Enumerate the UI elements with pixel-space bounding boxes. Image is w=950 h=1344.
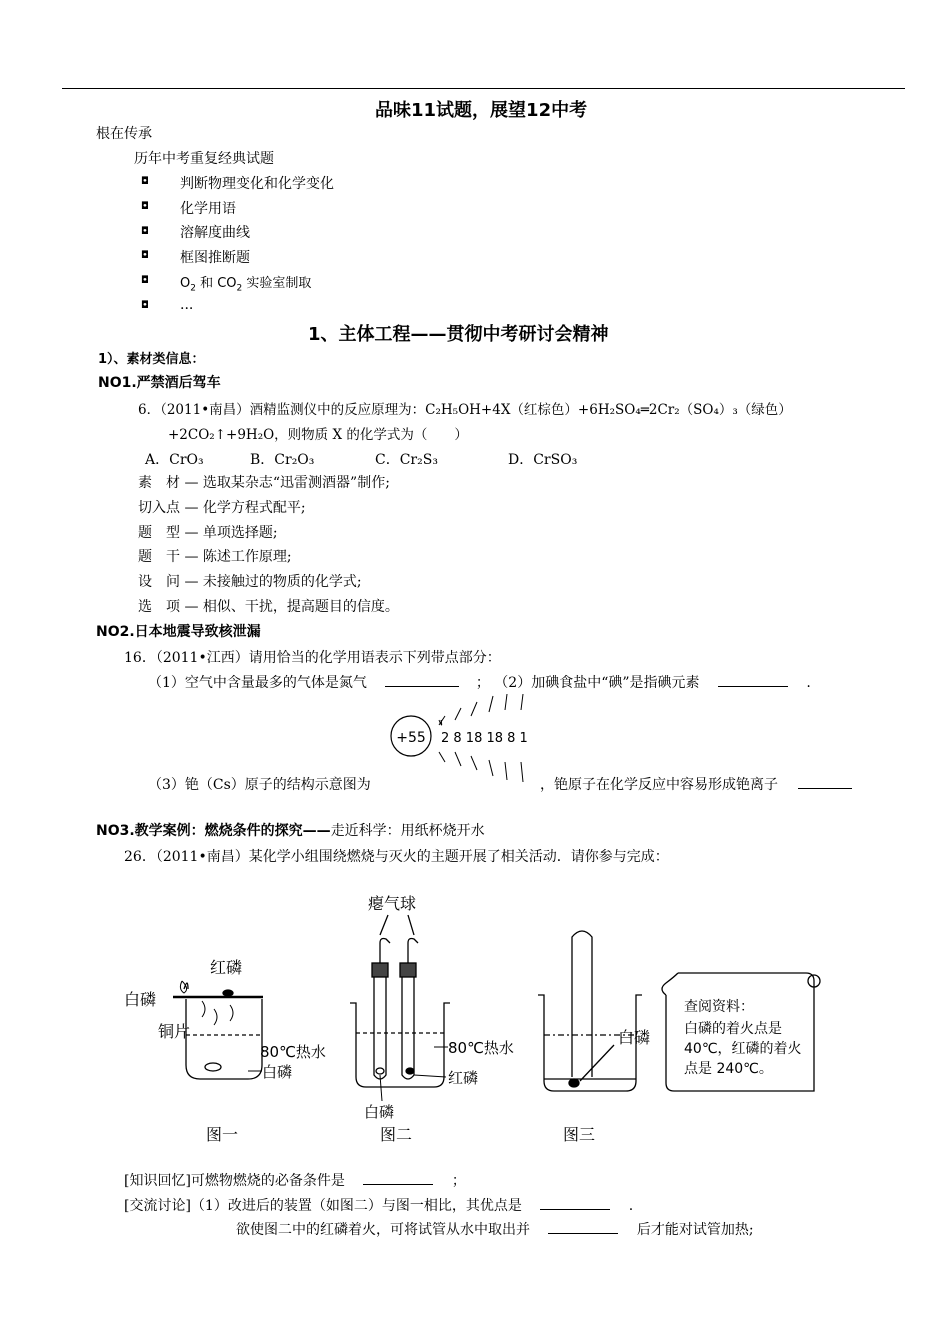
cs-atom-diagram xyxy=(385,690,545,790)
intro-heading: 根在传承 xyxy=(96,126,152,142)
bullet-icon: ◘ xyxy=(141,226,149,237)
fig1-caption: 图一 xyxy=(206,1125,239,1144)
bullet-icon: ◘ xyxy=(141,201,149,212)
reference-line2: 40℃，红磷的着火 xyxy=(684,1041,802,1057)
q6-line1: 6．（2011•南昌）酒精监测仪中的反应原理为：C₂H₅OH+4X（红棕色）+6H₂SO₄═2Cr₂（SO₄）₃（绿色） xyxy=(138,402,792,418)
option-d: D．CrSO₃ xyxy=(508,452,578,468)
figure-three xyxy=(538,931,642,1091)
reference-line3: 点是 240℃。 xyxy=(684,1061,773,1077)
answer-blank[interactable] xyxy=(385,674,459,687)
no3-heading: NO3.教学案例：燃烧条件的探究——走近科学：用纸杯烧开水 xyxy=(96,823,485,839)
fig1-hot-water-label: 80℃热水 xyxy=(260,1043,326,1061)
section-subtitle: 1）、素材类信息： xyxy=(98,352,205,367)
discussion-2: 欲使图二中的红磷着火，可将试管从水中取出并 后才能对试管加热; xyxy=(236,1222,754,1238)
fig1-white-phosphorus-bottom-label: 白磷 xyxy=(262,1063,293,1081)
option-b: B．Cr₂O₃ xyxy=(250,452,315,468)
combustion-experiment-figure xyxy=(118,885,838,1150)
note-line: 素 材 — 选取某杂志“迅雷测酒器”制作; xyxy=(138,475,390,491)
top-rule xyxy=(62,88,905,89)
answer-blank[interactable] xyxy=(798,776,852,789)
note-line: 设 问 — 未接触过的物质的化学式; xyxy=(138,574,362,590)
fig2-red-phosphorus-label: 红磷 xyxy=(448,1069,479,1087)
note-line: 题 型 — 单项选择题; xyxy=(138,525,278,541)
fig1-white-phosphorus-label: 白磷 xyxy=(124,990,157,1009)
page-title: 品味11试题，展望12中考 xyxy=(375,100,588,121)
fig2-white-phosphorus-label: 白磷 xyxy=(364,1103,395,1121)
reference-line1: 白磷的着火点是 xyxy=(684,1021,782,1037)
bullet-icon: ◘ xyxy=(141,275,149,286)
reference-title: 查阅资料： xyxy=(684,999,754,1015)
list-item: 框图推断题 xyxy=(180,250,250,266)
bullet-icon: ◘ xyxy=(141,176,149,187)
option-c: C．Cr₂S₃ xyxy=(375,452,438,468)
q26-line1: 26．（2011•南昌）某化学小组围绕燃烧与灭火的主题开展了相关活动．请你参与完成： xyxy=(124,849,669,865)
answer-blank[interactable] xyxy=(548,1221,618,1234)
answer-blank[interactable] xyxy=(540,1197,610,1210)
bullet-icon: ◘ xyxy=(141,250,149,261)
section-title: 1、主体工程——贯彻中考研讨会精神 xyxy=(308,324,609,345)
q16-part3-b: ，铯原子在化学反应中容易形成铯离子 xyxy=(540,774,852,794)
fig3-white-phosphorus-label: 白磷 xyxy=(618,1028,651,1047)
no1-heading: NO1.严禁酒后驾车 xyxy=(98,375,221,391)
fig2-hot-water-label: 80℃热水 xyxy=(448,1039,514,1057)
fig2-balloon-label: 瘪气球 xyxy=(368,894,417,913)
fig3-caption: 图三 xyxy=(563,1125,596,1144)
intro-subheading: 历年中考重复经典试题 xyxy=(134,151,274,167)
discussion-1: [交流讨论]（1）改进后的装置（如图二）与图一相比，其优点是 . xyxy=(124,1198,634,1214)
q16-part3: （3）铯（Cs）原子的结构示意图为 xyxy=(148,777,371,793)
answer-blank[interactable] xyxy=(363,1172,433,1185)
no2-heading: NO2.日本地震导致核泄漏 xyxy=(96,624,261,640)
q16-line1: 16．（2011•江西）请用恰当的化学用语表示下列带点部分： xyxy=(124,650,501,666)
list-item: 溶解度曲线 xyxy=(180,225,250,241)
fig2-caption: 图二 xyxy=(380,1125,413,1144)
fig1-copper-sheet-label: 铜片 xyxy=(158,1022,191,1041)
fig1-red-phosphorus-label: 红磷 xyxy=(210,958,243,977)
note-line: 切入点 — 化学方程式配平; xyxy=(138,500,306,516)
electron-shells: 2 8 18 18 8 1 xyxy=(441,731,528,746)
list-item: 判断物理变化和化学变化 xyxy=(180,176,334,192)
list-item-o2-co2: $O_2$ 和 $CO_2$ 实验室制取 xyxy=(180,276,312,294)
q16-part1: （1）空气中含量最多的气体是氮气 ； （2）加碘食盐中“碘”是指碘元素 . xyxy=(148,675,811,691)
knowledge-recall: [知识回忆]可燃物燃烧的必备条件是 ； xyxy=(124,1173,466,1189)
figure-two xyxy=(350,915,450,1087)
list-item: ... xyxy=(180,297,194,313)
note-line: 题 干 — 陈述工作原理; xyxy=(138,549,292,565)
answer-blank[interactable] xyxy=(718,674,788,687)
list-item: 化学用语 xyxy=(180,201,236,217)
nucleus-charge: +55 xyxy=(396,730,426,746)
bullet-icon: ◘ xyxy=(141,300,149,311)
q6-line2: +2CO₂↑+9H₂O，则物质 X 的化学式为（ ） xyxy=(168,427,468,443)
note-line: 选 项 — 相似、干扰，提高题目的信度。 xyxy=(138,599,399,615)
option-a: A．CrO₃ xyxy=(145,452,204,468)
